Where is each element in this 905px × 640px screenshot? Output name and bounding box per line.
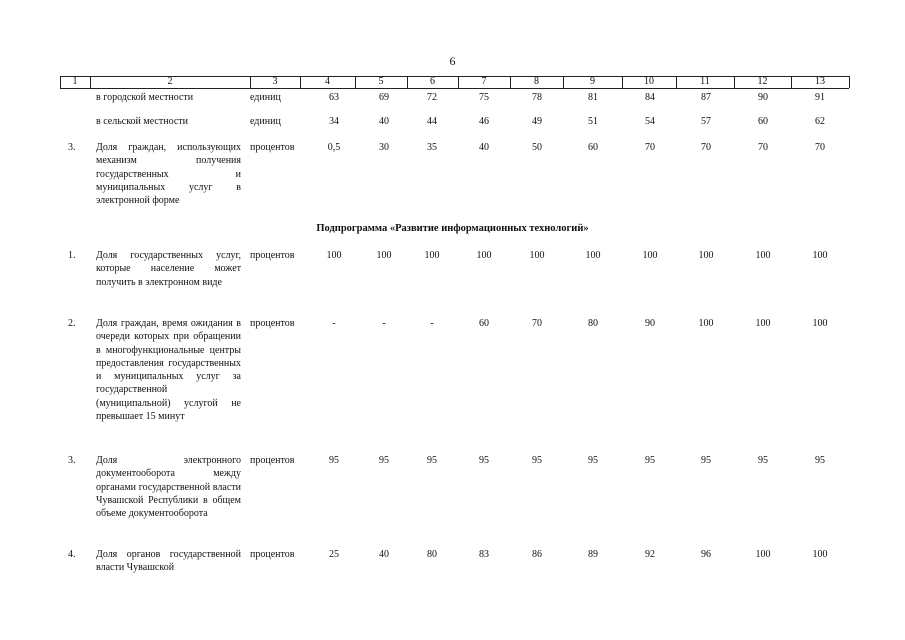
value-cell: 80 [427, 549, 437, 560]
value-cell: 40 [379, 116, 389, 127]
header-cell: 6 [430, 76, 435, 87]
value-cell: 80 [588, 318, 598, 329]
value-cell: - [430, 318, 434, 329]
header-cell: 12 [757, 76, 768, 87]
value-cell: 96 [701, 549, 711, 560]
value-cell: 35 [427, 142, 437, 153]
value-cell: 54 [645, 116, 655, 127]
unit-of-measure: единиц [250, 116, 281, 127]
header-cell: 13 [815, 76, 825, 87]
value-cell: 57 [701, 116, 711, 127]
unit-of-measure: процентов [250, 549, 295, 560]
value-cell: 92 [645, 549, 655, 560]
indicator-description: Доля государственных услуг, которые население может получить в электронном виде [96, 250, 241, 288]
value-cell: 60 [588, 142, 598, 153]
value-cell: 60 [758, 116, 768, 127]
value-cell: 75 [479, 92, 489, 103]
indicator-description: Доля граждан, использующих механизм получения государственных и муниципальных услуг в электронной форме [96, 142, 241, 207]
header-cell: 1 [72, 76, 78, 87]
value-cell: 95 [758, 455, 768, 466]
value-cell: 91 [815, 92, 825, 103]
value-cell: 100 [529, 250, 545, 261]
row-number: 2. [68, 318, 76, 329]
value-cell: 44 [427, 116, 437, 127]
value-cell: 95 [701, 455, 711, 466]
value-cell: 30 [379, 142, 389, 153]
value-cell: 95 [379, 455, 389, 466]
value-cell: 95 [588, 455, 598, 466]
page-number: 6 [449, 54, 456, 68]
value-cell: 34 [329, 116, 339, 127]
value-cell: 95 [479, 455, 489, 466]
row-number: 3. [68, 142, 76, 153]
value-cell: 0,5 [327, 142, 341, 153]
value-cell: 60 [479, 318, 489, 329]
value-cell: 69 [379, 92, 389, 103]
value-cell: 95 [815, 455, 825, 466]
header-cell: 2 [167, 76, 173, 87]
header-cell: 7 [481, 76, 487, 87]
value-cell: 90 [758, 92, 768, 103]
value-cell: 100 [755, 318, 771, 329]
unit-of-measure: процентов [250, 142, 295, 153]
value-cell: 46 [479, 116, 489, 127]
value-cell: - [382, 318, 386, 329]
value-cell: 95 [329, 455, 339, 466]
value-cell: 100 [812, 549, 828, 560]
value-cell: 62 [815, 116, 825, 127]
header-cell: 10 [644, 76, 654, 87]
value-cell: 51 [588, 116, 598, 127]
value-cell: 81 [588, 92, 598, 103]
row-number: 1. [68, 250, 76, 261]
value-cell: 49 [532, 116, 542, 127]
value-cell: 100 [698, 250, 714, 261]
row-number: 4. [68, 549, 76, 560]
header-cell: 9 [590, 76, 595, 87]
value-cell: 100 [812, 250, 828, 261]
value-cell: 100 [585, 250, 601, 261]
indicator-description: Доля электронного документооборота между органами государственной власти Чувашской Республики в общем объеме документооборота [96, 455, 241, 520]
value-cell: 100 [642, 250, 658, 261]
table-header-bottom-rule [60, 88, 849, 89]
value-cell: 100 [698, 318, 714, 329]
header-cell: 11 [700, 76, 710, 87]
value-cell: 95 [645, 455, 655, 466]
value-cell: 25 [329, 549, 339, 560]
value-cell: 40 [379, 549, 389, 560]
value-cell: 84 [645, 92, 655, 103]
value-cell: 87 [701, 92, 711, 103]
value-cell: 40 [479, 142, 489, 153]
value-cell: 70 [645, 142, 655, 153]
table-header-divider [849, 76, 850, 88]
value-cell: 100 [755, 549, 771, 560]
value-cell: 95 [427, 455, 437, 466]
value-cell: - [332, 318, 336, 329]
indicator-description: Доля органов государственной власти Чувашской [96, 549, 241, 574]
unit-of-measure: процентов [250, 318, 295, 329]
row-number: 3. [68, 455, 76, 466]
header-cell: 8 [534, 76, 539, 87]
value-cell: 70 [758, 142, 768, 153]
value-cell: 100 [476, 250, 492, 261]
value-cell: 78 [532, 92, 542, 103]
value-cell: 100 [755, 250, 771, 261]
value-cell: 86 [532, 549, 542, 560]
header-cell: 4 [325, 76, 330, 87]
value-cell: 95 [532, 455, 542, 466]
unit-of-measure: процентов [250, 455, 295, 466]
unit-of-measure: единиц [250, 92, 281, 103]
value-cell: 100 [424, 250, 440, 261]
value-cell: 63 [329, 92, 339, 103]
subprogram-title: Подпрограмма «Развитие информационных технологий» [316, 223, 589, 234]
unit-of-measure: процентов [250, 250, 295, 261]
header-cell: 5 [378, 76, 384, 87]
value-cell: 90 [645, 318, 655, 329]
value-cell: 70 [815, 142, 825, 153]
value-cell: 83 [479, 549, 489, 560]
value-cell: 50 [532, 142, 542, 153]
indicator-description: в городской местности [96, 92, 194, 103]
value-cell: 70 [701, 142, 711, 153]
value-cell: 100 [376, 250, 392, 261]
header-cell: 3 [272, 76, 278, 87]
value-cell: 89 [588, 549, 598, 560]
indicator-description: в сельской местности [96, 116, 188, 127]
value-cell: 72 [427, 92, 437, 103]
value-cell: 100 [812, 318, 828, 329]
indicator-description: Доля граждан, время ожидания в очереди которых при обращении в многофункциональные центры предоставления государственных и муниципальных услуг за государственной (муниципальной) услугой не превышает 15 минут [96, 318, 241, 423]
value-cell: 70 [532, 318, 542, 329]
value-cell: 100 [326, 250, 342, 261]
